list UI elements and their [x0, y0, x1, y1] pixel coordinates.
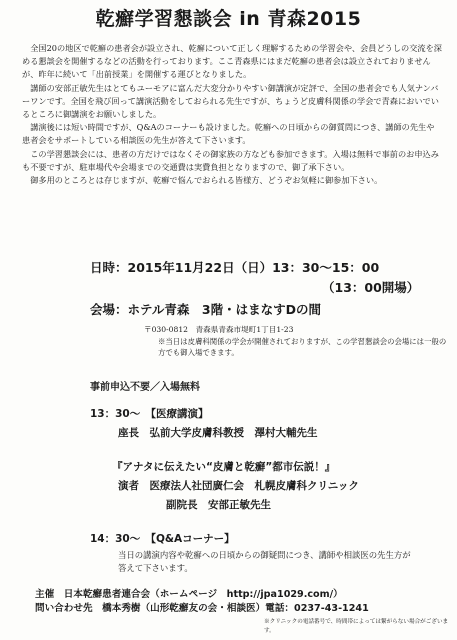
presenter-title: 副院長 安部正敏先生: [166, 499, 271, 511]
application-info: 事前申込不要／入場無料: [90, 382, 200, 393]
page-title: 乾癬学習懇談会 in 青森2015: [95, 8, 362, 30]
event-date-time: 日時：2015年11月22日（日）13：30～15：00: [90, 260, 380, 275]
venue-name: 会場：ホテル青森 3階・はまなすDの間: [90, 302, 321, 317]
qa-time: 14：30～ 【Q&Aコーナー】: [90, 533, 235, 545]
intro-paragraph: 講師の安部正敏先生はとてもユーモアに富んだ大変分かりやすい御講演が定評で、全国の患者会でも人気ナンバーワンです。全国を飛び回って講演活動をしておられる先生ですが、ちょうど皮膚科関係の学会で青森においでいるところに御講演をお願いしました。: [22, 82, 439, 120]
intro-text: [22, 42, 442, 187]
intro-paragraph: 御多用のところとは存じますが、乾癬で悩んでおられる皆様方、どうぞお気軽に御参加下さい。: [30, 175, 383, 186]
qa-description: 当日の講演内容や乾癬への日頃からの御疑問につき、講師や相談医の先生方が答えて下さいます。: [118, 550, 411, 573]
lecture-time: 13：30～ 【医療講演】: [90, 408, 209, 420]
event-open-time: （13：00開場）: [322, 280, 420, 295]
intro-paragraph: 講演後には短い時間ですが、Q&Aのコーナーも設けました。乾癬への日頃からの御質問につき、講師の先生や患者会をサポートしている相談医の先生が答えて下さいます。: [22, 122, 435, 146]
intro-paragraph: この学習懇談会には、患者の方だけではなくその御家族の方なども参加できます。入場は無料で事前のお申込みも不要ですが、駐車場代や会場までの交通費は実費負担となりますので、御了承下さい。: [22, 148, 439, 172]
organizer-line: 主催 日本乾癬患者連合会（ホームページ http://jpa1029.com/）: [35, 589, 343, 600]
lecture-chair: 座長 弘前大学皮膚科教授 澤村大輔先生: [118, 427, 318, 439]
venue-note: ※当日は皮膚科関係の学会が開催されておりますが、この学習懇談会の会場には一般の方でも御入場できます。: [158, 337, 447, 357]
venue-address: 〒030-0812 青森県青森市堤町1丁目1-23: [144, 325, 294, 334]
footer: [35, 588, 445, 616]
contact-line: 問い合わせ先 橋本秀樹（山形乾癬友の会・相談医）電話：0237-43-1241: [35, 603, 369, 614]
lecture-title: 『アナタに伝えたい“皮膚と乾癬”都市伝説！』: [112, 461, 336, 473]
lecture-presenter: 演者 医療法人社団廣仁会 札幌皮膚科クリニック: [118, 480, 359, 492]
intro-paragraph: 全国20の地区で乾癬の患者会が設立され、乾癬について正しく理解するための学習会や、会員どうしの交流を深める懇談会を開催するなどの活動を行っております。ここ青森県にはまだ乾癬の患者会は設立されておりませんが、昨年に続いて「出前授業」を開催する運びとなりました。: [22, 43, 442, 80]
footer-note: ※クリニックの電話番号で、時間帯によっては繋がらない場合がございます。: [264, 619, 449, 634]
event-date: [90, 258, 430, 298]
